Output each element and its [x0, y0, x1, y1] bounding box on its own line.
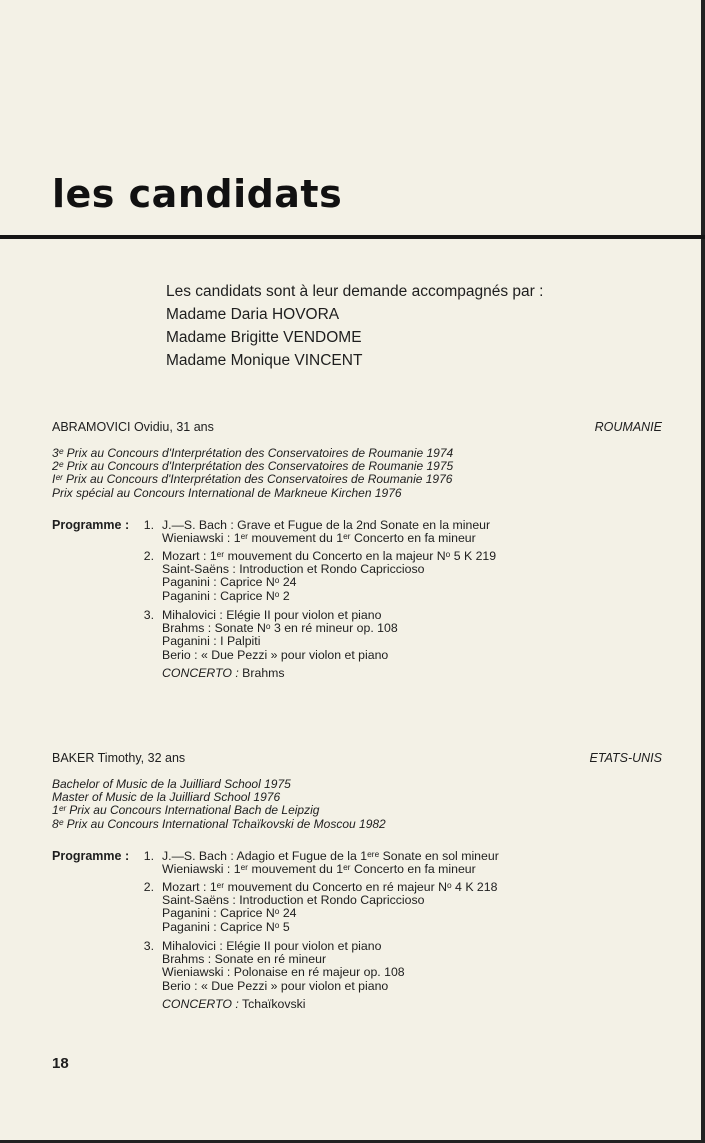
programme-line: Paganini : Caprice Nᵒ 24	[162, 906, 297, 921]
candidate-name: ABRAMOVICI Ovidiu, 31 ans	[52, 420, 214, 434]
programme-line: Mihalovici : Elégie II pour violon et piano	[162, 939, 382, 953]
title-rule	[0, 235, 705, 239]
programme-line: Mihalovici : Elégie II pour violon et piano	[162, 608, 382, 622]
programme-number: 2.	[143, 880, 154, 894]
programme-line: Wieniawski : 1ᵉʳ mouvement du 1ᵉʳ Concerto en fa mineur	[162, 862, 476, 877]
award-line: 8ᵉ Prix au Concours International Tchaïkovski de Moscou 1982	[52, 816, 386, 831]
award-line: Iᵉʳ Prix au Concours d'Interprétation des Conservatoires de Roumanie 1976	[52, 472, 453, 487]
candidate-country: ROUMANIE	[594, 420, 662, 434]
candidate-name: BAKER Timothy, 32 ans	[52, 751, 186, 765]
programme-line: Saint-Saëns : Introduction et Rondo Capriccioso	[162, 893, 425, 908]
award-line: Bachelor of Music de la Juilliard School 1975	[52, 777, 291, 791]
programme-number: 3.	[143, 608, 154, 622]
accompanist-name: Madame Daria HOVORA	[166, 306, 340, 323]
award-line: 3ᵉ Prix au Concours d'Interprétation des Conservatoires de Roumanie 1974	[52, 446, 454, 460]
concerto-label: CONCERTO :	[162, 665, 239, 680]
programme-number: 1.	[143, 849, 154, 863]
page-number: 18	[52, 1055, 69, 1072]
award-line: Prix spécial au Concours International de Markneue Kirchen 1976	[52, 485, 402, 500]
programme-line: Mozart : 1ᵉʳ mouvement du Concerto en la majeur Nᵒ 5 K 219	[162, 549, 497, 563]
programme-label: Programme :	[52, 849, 130, 863]
candidate-awards	[52, 447, 453, 500]
programme-label: Programme :	[52, 518, 130, 532]
concerto-value: Tchaïkovski	[238, 996, 306, 1011]
candidate-awards	[52, 778, 386, 831]
award-line: 2ᵉ Prix au Concours d'Interprétation des Conservatoires de Roumanie 1975	[52, 459, 454, 474]
accompanists-intro	[166, 280, 543, 372]
page-title: les candidats	[52, 172, 343, 216]
programme-line: Paganini : Caprice Nᵒ 24	[162, 575, 297, 590]
programme-line: Wieniawski : 1ᵉʳ mouvement du 1ᵉʳ Concerto en fa mineur	[162, 531, 476, 546]
programme-line: Brahms : Sonate Nᵒ 3 en ré mineur op. 108	[162, 621, 398, 636]
programme-line: Paganini : Caprice Nᵒ 2	[162, 588, 290, 603]
programme-line: Berio : « Due Pezzi » pour violon et piano	[162, 978, 389, 993]
accompanist-name: Madame Brigitte VENDOME	[166, 329, 362, 346]
programme-line: J.—S. Bach : Adagio et Fugue de la 1ᵉʳᵉ Sonate en sol mineur	[162, 849, 499, 863]
concerto-label: CONCERTO :	[162, 996, 239, 1011]
programme-number: 3.	[143, 939, 154, 953]
programme-line: Paganini : Caprice Nᵒ 5	[162, 919, 290, 934]
programme-line: Mozart : 1ᵉʳ mouvement du Concerto en ré majeur Nᵒ 4 K 218	[162, 880, 498, 894]
award-line: Master of Music de la Juilliard School 1976	[52, 790, 281, 805]
programme-number: 2.	[143, 549, 154, 563]
programme-line: Saint-Saëns : Introduction et Rondo Capriccioso	[162, 562, 425, 577]
programme-line: Paganini : I Palpiti	[162, 634, 261, 649]
award-line: 1ᵉʳ Prix au Concours International Bach de Leipzig	[52, 803, 320, 818]
programme-line: Brahms : Sonate en ré mineur	[162, 952, 327, 967]
accompanist-name: Madame Monique VINCENT	[166, 352, 363, 369]
programme-line: Berio : « Due Pezzi » pour violon et piano	[162, 647, 389, 662]
concerto-line	[162, 998, 405, 1011]
programme-line: J.—S. Bach : Grave et Fugue de la 2nd Sonate en la mineur	[162, 518, 491, 532]
programme-number: 1.	[143, 518, 154, 532]
intro-line: Les candidats sont à leur demande accompagnés par :	[166, 283, 544, 300]
concerto-value: Brahms	[238, 665, 285, 680]
concerto-line	[162, 667, 398, 680]
candidate-country: ETATS-UNIS	[589, 751, 662, 765]
page-edge	[701, 0, 705, 1143]
programme-line: Wieniawski : Polonaise en ré majeur op. 108	[162, 965, 405, 980]
